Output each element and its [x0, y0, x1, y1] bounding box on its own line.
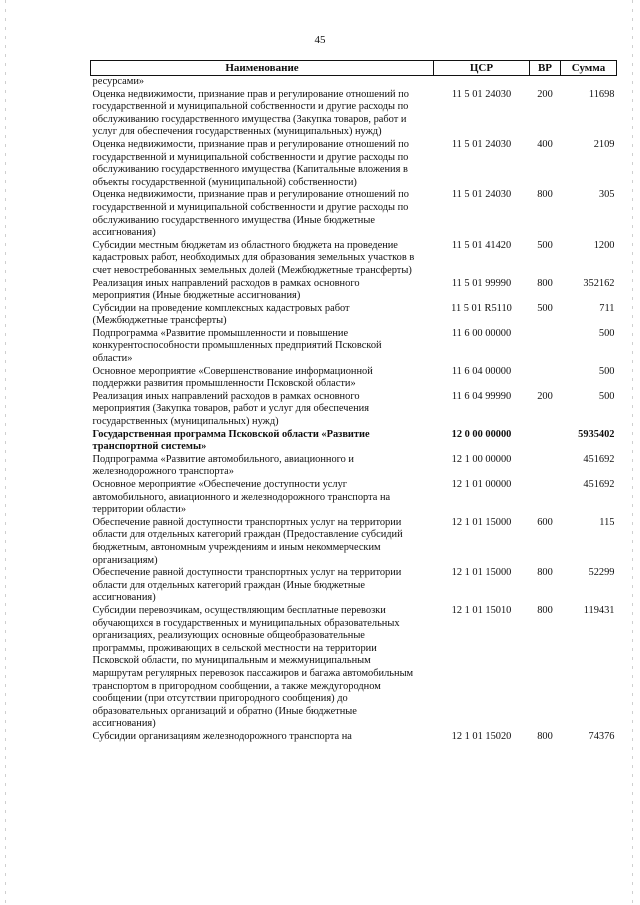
row-vr	[530, 454, 561, 479]
row-csr: 11 6 00 00000	[451, 327, 512, 339]
table-row	[91, 429, 617, 454]
row-vr: 600	[537, 516, 553, 528]
row-sum: 2109	[593, 138, 615, 150]
row-sum: 119431	[583, 604, 615, 616]
row-name: Основное мероприятие «Обеспечение доступности услуг автомобильного, авиационного и железнодорожного транспорта на территории области»	[92, 479, 391, 516]
table-row	[91, 517, 617, 567]
table-row	[91, 76, 617, 89]
row-vr	[530, 366, 561, 391]
row-sum: 352162	[583, 277, 615, 289]
header-csr: ЦСР	[434, 61, 530, 76]
row-vr: 800	[537, 604, 553, 616]
row-sum: 11698	[588, 88, 615, 100]
row-vr: 200	[537, 390, 553, 402]
row-name: Подпрограмма «Развитие автомобильного, авиационного и железнодорожного транспорта»	[92, 453, 354, 478]
row-name: Реализация иных направлений расходов в рамках основного мероприятия (Закупка товаров, работ и услуг для обеспечения государственных (муниципальных) нужд)	[92, 390, 369, 428]
row-csr	[434, 76, 530, 89]
row-vr	[530, 76, 561, 89]
row-sum: 500	[598, 365, 615, 377]
row-csr: 12 1 01 15000	[451, 516, 512, 528]
table-row	[91, 139, 617, 189]
row-name: Субсидии на проведение комплексных кадастровых работ (Межбюджетные трансферты)	[92, 302, 350, 327]
table-body	[91, 76, 617, 744]
row-vr: 500	[537, 302, 553, 314]
row-sum: 1200	[593, 239, 615, 251]
row-vr	[530, 328, 561, 366]
budget-table	[90, 60, 617, 743]
row-csr: 11 5 01 41420	[451, 239, 512, 251]
header-sum: Сумма	[561, 61, 617, 76]
table-row	[91, 303, 617, 328]
row-csr: 12 1 01 15020	[451, 730, 512, 742]
row-sum: 451692	[583, 479, 615, 490]
table-row	[91, 278, 617, 303]
row-vr	[530, 479, 561, 517]
row-csr: 11 5 01 99990	[451, 277, 512, 289]
row-sum: 74376	[588, 730, 615, 742]
row-name: Обеспечение равной доступности транспортных услуг на территории области для отдельных категорий граждан (Иные бюджетные ассигнования)	[92, 567, 402, 604]
row-csr: 11 5 01 24030	[451, 189, 512, 201]
row-csr: 12 1 01 15000	[451, 567, 512, 579]
table-row	[91, 731, 617, 744]
row-vr: 800	[537, 189, 553, 201]
row-csr: 12 0 00 00000	[451, 428, 512, 440]
row-name: Субсидии перевозчикам, осуществляющим бесплатные перевозки обучающихся в государственных и муниципальных образовательных организациях, реализующих основные общеобразовательные программы, проживающих в сельской местности на территории Псковской области, по муниципальным и межмуниципальным маршрутам регулярных перевозок пассажиров и багажа автомобильным транспортом в пригородном сообщении, а также междугородном сообщении (при отсутствии пригородного сообщения) до образовательных организаций и обратно (Иные бюджетные ассигнования)	[92, 604, 414, 730]
row-vr: 800	[537, 277, 553, 289]
row-csr: 11 6 04 00000	[451, 365, 512, 377]
table-row	[91, 391, 617, 429]
row-name: Реализация иных направлений расходов в рамках основного мероприятия (Иные бюджетные ассигнования)	[92, 277, 360, 302]
row-sum	[561, 76, 617, 89]
row-csr: 12 1 01 00000	[451, 479, 512, 490]
row-sum: 500	[598, 327, 615, 339]
row-name: Обеспечение равной доступности транспортных услуг на территории области для отдельных категорий граждан (Предоставление субсидий бюджетным, автономным учреждениям и иным некоммерческим организациям)	[92, 516, 403, 566]
row-name: Субсидии местным бюджетам из областного бюджета на проведение кадастровых работ, необходимых для образования земельных участков в счет невостребованных земельных долей (Межбюджетные трансферты)	[92, 239, 415, 276]
page-number: 45	[314, 34, 326, 46]
table-row	[91, 605, 617, 731]
table-row	[91, 366, 617, 391]
row-vr: 800	[537, 567, 553, 579]
table-row	[91, 89, 617, 139]
row-vr: 500	[537, 239, 553, 251]
row-sum: 115	[599, 516, 615, 528]
table-row	[91, 567, 617, 605]
table-header	[91, 61, 617, 76]
table-row	[91, 328, 617, 366]
row-sum: 500	[598, 390, 615, 402]
row-name: Оценка недвижимости, признание прав и регулирование отношений по государственной и муниципальной собственности и другие расходы по обслуживанию государственного имущества (Капитальные вложения в объекты государственной (муниципальной) собственности)	[92, 138, 409, 188]
row-sum: 451692	[583, 453, 615, 465]
table-row	[91, 240, 617, 278]
row-name: Оценка недвижимости, признание прав и регулирование отношений по государственной и муниципальной собственности и другие расходы по обслуживанию государственного имущества (Закупка товаров, работ и услуг для обеспечения государственных (муниципальных) нужд)	[92, 88, 409, 138]
row-csr: 11 5 01 R5110	[451, 302, 512, 314]
table-row	[91, 189, 617, 239]
row-vr: 800	[537, 730, 553, 742]
scan-edge-left	[5, 0, 6, 905]
row-vr: 400	[537, 138, 553, 150]
table-row	[91, 454, 617, 479]
header-name: Наименование	[91, 61, 434, 76]
row-name: Государственная программа Псковской области «Развитие транспортной системы»	[92, 428, 370, 453]
row-sum: 52299	[588, 567, 615, 579]
table-row	[91, 479, 617, 517]
row-name: ресурсами»	[92, 76, 145, 87]
row-name: Подпрограмма «Развитие промышленности и повышение конкурентоспособности промышленных предприятий Псковской области»	[92, 327, 382, 365]
scan-edge-right	[632, 0, 633, 905]
row-vr: 200	[537, 88, 553, 100]
row-name: Субсидии организациям железнодорожного транспорта на	[92, 730, 352, 742]
row-csr: 12 1 00 00000	[451, 453, 512, 465]
row-sum: 5935402	[578, 428, 615, 440]
row-name: Оценка недвижимости, признание прав и регулирование отношений по государственной и муниципальной собственности и другие расходы по обслуживанию государственного имущества (Иные бюджетные ассигнования)	[92, 189, 409, 239]
row-csr: 12 1 01 15010	[451, 604, 512, 616]
row-name: Основное мероприятие «Совершенствование информационной поддержки развития промышленности Псковской области»	[92, 365, 373, 390]
header-vr: ВР	[530, 61, 561, 76]
row-vr	[530, 429, 561, 454]
row-sum: 305	[598, 189, 615, 201]
row-sum: 711	[599, 302, 615, 314]
row-csr: 11 5 01 24030	[451, 138, 512, 150]
row-csr: 11 5 01 24030	[451, 88, 512, 100]
row-csr: 11 6 04 99990	[451, 390, 512, 402]
